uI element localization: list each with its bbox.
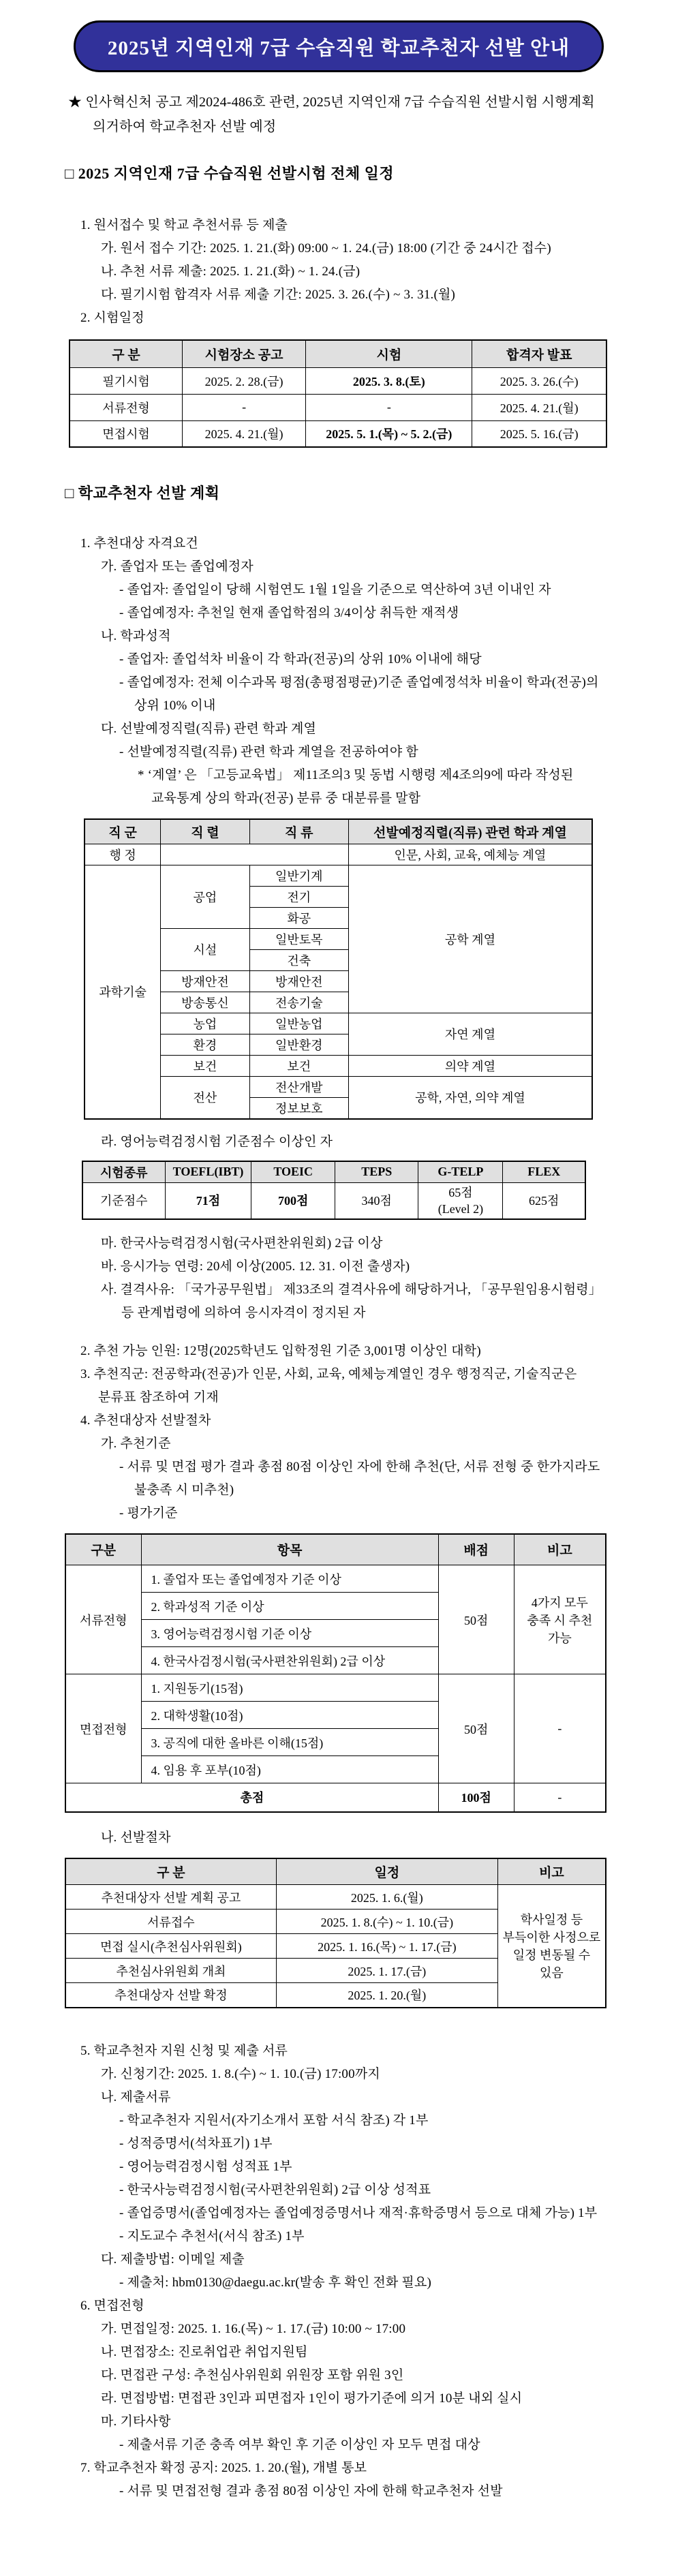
table-row [70,367,606,394]
cell: 4. 한국사검정시험(국사편찬위원회) 2급 이상 [141,1647,438,1674]
cell: 환경 [161,1034,249,1055]
cell: 공업 [161,865,249,928]
table-header-row [65,1858,606,1885]
col-header: 비고 [497,1858,606,1885]
cell: 추천대상자 선발 계획 공고 [65,1885,276,1910]
body-line: - 평가기준 [119,1505,178,1520]
col-header: 구분 [65,1534,141,1565]
cell: 행 정 [84,844,161,865]
cell: 2025. 1. 17.(금) [276,1959,497,1983]
body-line: 1. 추천대상 자격요건 [80,536,198,551]
col-header: 구 분 [70,340,182,367]
cell: 2025. 1. 20.(월) [276,1983,497,2008]
body-line: 나. 제출서류 [101,2089,171,2104]
cell: 2. 대학생활(10점) [141,1702,438,1729]
cell: 보건 [249,1055,348,1076]
cell: 2025. 4. 21.(월) [182,420,305,447]
cell: 4가지 모두 충족 시 추천 가능 [514,1565,606,1674]
cell: 방재안전 [161,970,249,992]
cell: 2025. 3. 8.(토) [306,367,472,394]
col-header: 직 렬 [161,819,249,844]
table-header-row [65,1534,606,1565]
body-line: - 서류 및 면접 평가 결과 총점 80점 이상인 자에 한해 추천(단, 서류 전형 중 한가지라도 불충족 시 미추천) [119,1459,600,1497]
section-heading-overall-schedule: □ 2025 지역인재 7급 수습직원 선발시험 전체 일정 [65,165,395,182]
cell: 방재안전 [249,970,348,992]
col-header: 합격자 발표 [472,340,606,367]
cell: 인문, 사회, 교육, 예체능 계열 [348,844,592,865]
cell: 2025. 4. 21.(월) [472,394,606,420]
body-line: 마. 기타사항 [101,2414,171,2429]
table-header-row [84,819,592,844]
body-line: * ‘계열’ 은 「고등교육법」 제11조의3 및 동법 시행령 제4조의9에 따라 작성된 교육통계 상의 학과(전공) 분류 중 대분류를 말함 [138,768,574,806]
body-line: 사. 결격사유: 「국가공무원법」 제33조의 결격사유에 해당하거나, 「공무원임용시험령」 등 관계법령에 의하여 응시자격이 정지된 자 [101,1282,602,1320]
cell: 전기 [249,886,348,907]
total-note: - [514,1783,606,1812]
cell: 면접전형 [65,1674,141,1783]
cell: 서류전형 [70,394,182,420]
cell: 3. 공직에 대한 올바른 이해(15점) [141,1729,438,1756]
body-line: - 선발예정직렬(직류) 관련 학과 계열을 전공하여야 함 [119,745,418,759]
body-line: 나. 선발절차 [101,1830,171,1845]
table-row [84,865,592,886]
body-line: 2. 추천 가능 인원: 12명(2025학년도 입학정원 기준 3,001명 이상인 대학) [80,1343,481,1358]
col-header: 선발예정직렬(직류) 관련 학과 계열 [348,819,592,844]
cell: 의약 계열 [348,1055,592,1076]
table-header-row [82,1161,585,1183]
cell: 전산개발 [249,1076,348,1097]
col-header: 비고 [514,1534,606,1565]
table-header-row [70,340,606,367]
note-cell: 학사일정 등 부득이한 사정으로 일정 변동될 수 있음 [497,1885,606,2008]
cell: 공학 계열 [348,865,592,1013]
cell: 면접 실시(추천심사위원회) [65,1934,276,1959]
body-line: - 졸업자: 졸업석차 비율이 각 학과(전공)의 상위 10% 이내에 해당 [119,652,482,666]
cell: 50점 [438,1674,514,1783]
body-line: - 지도교수 추천서(서식 참조) 1부 [119,2228,305,2243]
cell: 일반환경 [249,1034,348,1055]
body-line: 나. 면접장소: 진로취업관 취업지원팀 [101,2344,308,2359]
cell: 2025. 2. 28.(금) [182,367,305,394]
col-header: TOEIC [251,1161,335,1183]
cell: 4. 임용 후 포부(10점) [141,1756,438,1783]
notice-line [68,90,617,139]
body-line: 라. 면접방법: 면접관 3인과 피면접자 1인이 평가기준에 의거 10분 내외 실시 [101,2391,523,2406]
cell: 정보보호 [249,1097,348,1119]
cell: 일반기계 [249,865,348,886]
col-header: G-TELP [418,1161,503,1183]
table-total-row [65,1783,606,1812]
body-line: 3. 추천직군: 전공학과(전공)가 인문, 사회, 교육, 예체능계열인 경우 행정직군, 기술직군은 분류표 참조하여 기재 [80,1366,577,1405]
col-header: 일정 [276,1858,497,1885]
cell: 전송기술 [249,992,348,1013]
table-row [70,420,606,447]
cell: 3. 영어능력검정시험 기준 이상 [141,1620,438,1647]
body-line: 가. 졸업자 또는 졸업예정자 [101,559,253,574]
col-header: FLEX [503,1161,585,1183]
col-header: TOEFL(IBT) [165,1161,251,1183]
cell: - [306,394,472,420]
cell: 추천대상자 선발 확정 [65,1983,276,2008]
body-line: 2. 시험일정 [80,311,144,325]
body-line: 5. 학교추천자 지원 신청 및 제출 서류 [80,2043,288,2058]
cell: 2025. 5. 16.(금) [472,420,606,447]
body-line: 6. 면접전형 [80,2298,144,2313]
col-header: 직 류 [249,819,348,844]
selection-procedure-table [65,1858,606,2008]
cell: 화공 [249,907,348,928]
cell: 공학, 자연, 의약 계열 [348,1076,592,1119]
cell-line: 65점 [448,1185,473,1199]
col-header: 항목 [141,1534,438,1565]
body-line: 라. 영어능력검정시험 기준점수 이상인 자 [101,1134,333,1149]
cell: 추천심사위원회 개최 [65,1959,276,1983]
cell: 1. 지원동기(15점) [141,1674,438,1702]
exam-schedule-table [69,339,607,448]
body-line: 가. 원서 접수 기간: 2025. 1. 21.(화) 09:00 ~ 1. 24.(금) 18:00 (기간 중 24시간 접수) [101,241,551,256]
body-line: - 영어능력검정시험 성적표 1부 [119,2159,292,2174]
notice-text: 인사혁신처 공고 제2024-486호 관련, 2025년 지역인재 7급 수습직원 선발시험 시행계획 의거하여 학교추천자 선발 예정 [85,95,595,134]
table-row [84,1076,592,1097]
cell: 전산 [161,1076,249,1119]
cell: 필기시험 [70,367,182,394]
cell: 기준점수 [82,1182,165,1219]
col-header: 구 분 [65,1858,276,1885]
cell: 2025. 3. 26.(수) [472,367,606,394]
body-line: - 졸업자: 졸업일이 당해 시험연도 1월 1일을 기준으로 역산하여 3년 이내인 자 [119,583,551,597]
body-line: 나. 학과성적 [101,629,171,643]
col-header: 배점 [438,1534,514,1565]
total-label: 총점 [65,1783,438,1812]
cell: - [182,394,305,420]
cell: 과학기술 [84,865,161,1119]
body-line: - 한국사능력검정시험(국사편찬위원회) 2급 이상 성적표 [119,2182,431,2197]
evaluation-criteria-table [65,1533,606,1813]
cell: 1. 졸업자 또는 졸업예정자 기준 이상 [141,1565,438,1593]
cell: 면접시험 [70,420,182,447]
table-row [65,1565,606,1593]
body-line: 바. 응시가능 연령: 20세 이상(2005. 12. 31. 이전 출생자) [101,1259,410,1274]
body-line: 나. 추천 서류 제출: 2025. 1. 21.(화) ~ 1. 24.(금) [101,264,360,279]
cell: 방송통신 [161,992,249,1013]
cell: 50점 [438,1565,514,1674]
table-row [84,1055,592,1076]
body-line: - 학교추천자 지원서(자기소개서 포함 서식 참조) 각 1부 [119,2113,429,2128]
title-banner [74,20,604,72]
col-header: 직 군 [84,819,161,844]
cell: 서류접수 [65,1910,276,1934]
body-line: 7. 학교추천자 확정 공지: 2025. 1. 20.(월), 개별 통보 [80,2460,367,2475]
table-row [65,1885,606,1910]
cell: 340점 [335,1182,418,1219]
body-line: 마. 한국사능력검정시험(국사편찬위원회) 2급 이상 [101,1236,383,1251]
empty-cell [161,844,349,865]
page-title: 2025년 지역인재 7급 수습직원 학교추천자 선발 안내 [107,37,570,59]
table-row [65,1674,606,1702]
body-line: 4. 추천대상자 선발절차 [80,1413,211,1428]
body-line: 가. 신청기간: 2025. 1. 8.(수) ~ 1. 10.(금) 17:00까지 [101,2066,380,2081]
table-row [84,1013,592,1034]
table-row [70,394,606,420]
body-line: - 제출처: hbm0130@daegu.ac.kr(발송 후 확인 전화 필요) [119,2275,432,2290]
body-line: 가. 면접일정: 2025. 1. 16.(목) ~ 1. 17.(금) 10:00 ~ 17:00 [101,2321,406,2336]
section-heading-recommendation-plan: □ 학교추천자 선발 계획 [65,485,220,502]
cell: - [514,1674,606,1783]
cell: 2025. 1. 16.(목) ~ 1. 17.(금) [276,1934,497,1959]
cell: 서류전형 [65,1565,141,1674]
cell: 농업 [161,1013,249,1034]
body-line: 다. 제출방법: 이메일 제출 [101,2252,245,2267]
col-header: 시험 [306,340,472,367]
body-line: 가. 추천기준 [101,1436,171,1451]
cell: 71점 [165,1182,251,1219]
body-line: - 서류 및 면접전형 결과 총점 80점 이상인 자에 한해 학교추천자 선발 [119,2483,503,2498]
body-line: - 성적증명서(석차표기) 1부 [119,2136,273,2151]
table-row [84,844,592,865]
cell: 일반농업 [249,1013,348,1034]
total-score: 100점 [438,1783,514,1812]
cell: 일반토목 [249,928,348,949]
cell: 2025. 5. 1.(목) ~ 5. 2.(금) [306,420,472,447]
body-line: - 졸업예정자: 전체 이수과목 평점(총평점평균)기준 졸업예정석차 비율이 학과(전공)의 상위 10% 이내 [119,675,599,713]
cell: 2. 학과성적 기준 이상 [141,1593,438,1620]
cell: 건축 [249,949,348,970]
job-series-major-table [84,818,593,1120]
cell: 2025. 1. 8.(수) ~ 1. 10.(금) [276,1910,497,1934]
cell: 2025. 1. 6.(월) [276,1885,497,1910]
english-score-table [82,1161,586,1220]
cell: 시설 [161,928,249,970]
cell-line: (Level 2) [437,1201,484,1216]
col-header: TEPS [335,1161,418,1183]
body-line: 다. 면접관 구성: 추천심사위원회 위원장 포함 위원 3인 [101,2367,404,2382]
cell: 700점 [251,1182,335,1219]
body-line: 1. 원서접수 및 학교 추천서류 등 제출 [80,218,288,232]
cell: 자연 계열 [348,1013,592,1055]
body-line: - 졸업예정자: 추천일 현재 졸업학점의 3/4이상 취득한 재적생 [119,606,459,620]
col-header: 시험종류 [82,1161,165,1183]
body-line: - 졸업증명서(졸업예정자는 졸업예정증명서나 재적·휴학증명서 등으로 대체 가능) 1부 [119,2205,598,2220]
body-line: - 제출서류 기준 충족 여부 확인 후 기준 이상인 자 모두 면접 대상 [119,2437,480,2452]
star-icon: ★ [68,95,82,110]
cell: 보건 [161,1055,249,1076]
cell [418,1182,503,1219]
col-header: 시험장소 공고 [182,340,305,367]
table-row [82,1182,585,1219]
body-line: 다. 선발예정직렬(직류) 관련 학과 계열 [101,722,317,736]
cell: 625점 [503,1182,585,1219]
body-line: 다. 필기시험 합격자 서류 제출 기간: 2025. 3. 26.(수) ~ 3. 31.(월) [101,288,456,302]
